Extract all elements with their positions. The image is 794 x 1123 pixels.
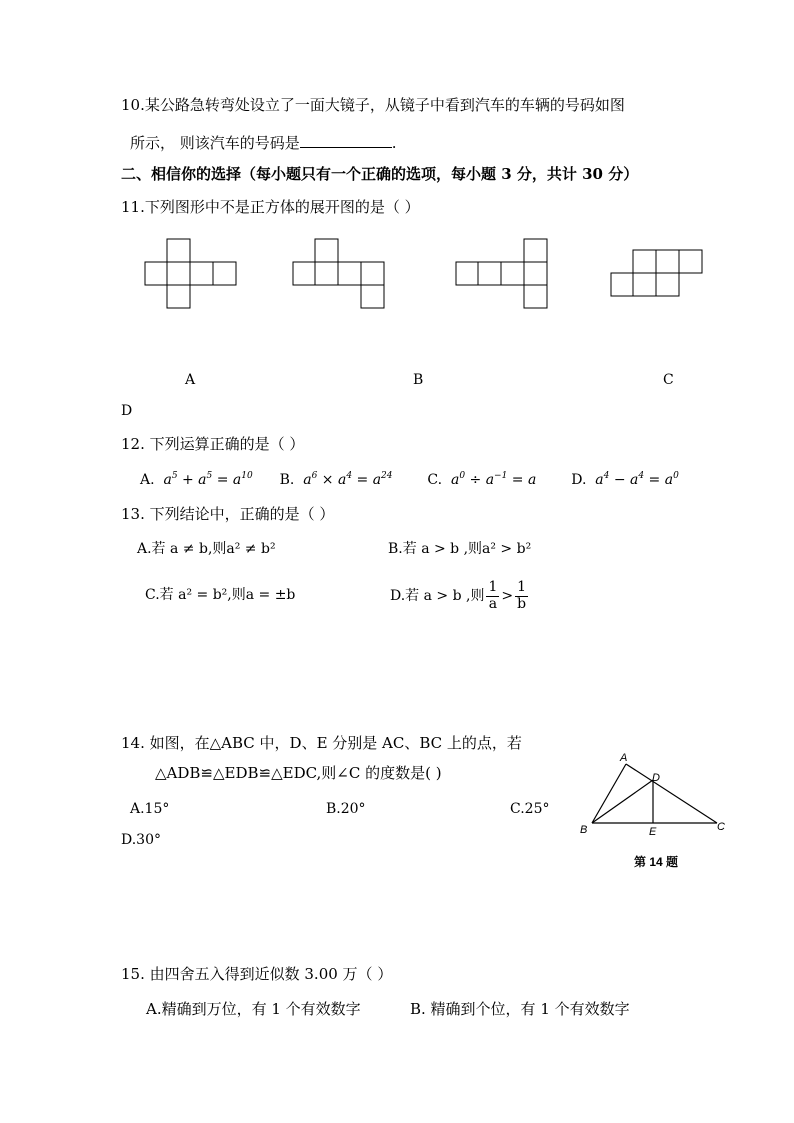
q11-label-c: C [663, 372, 674, 388]
label-a: A [620, 752, 628, 764]
q14-stem-line1: 14. 如图，在△ABC 中，D、E 分别是 AC、BC 上的点，若 [121, 734, 522, 752]
q13-opt-d [390, 576, 530, 616]
q15-opt-a: A.精确到万位，有 1 个有效数字 [146, 1000, 361, 1018]
q13-opt-d-gt: > [501, 588, 514, 604]
q13-stem: 13. 下列结论中，正确的是（ ） [121, 505, 335, 523]
q13-opt-a: A.若 a ≠ b,则a² ≠ b² [137, 541, 276, 557]
q13-opt-d-frac1 [486, 580, 499, 612]
cube-net-b [292, 238, 386, 316]
q12-opt-a-expr: $a^5 + a^5 = a^{10}$ [159, 471, 253, 488]
triangle-figure [576, 748, 736, 842]
segment-ab [592, 764, 626, 823]
frac2-denominator: b [517, 595, 527, 612]
section2-heading: 二、相信你的选择（每小题只有一个正确的选项，每小题 3 分，共计 30 分） [121, 165, 639, 183]
q10-period: . [391, 134, 397, 152]
q10-answer-blank [300, 133, 392, 148]
label-c: C [717, 821, 725, 833]
q12-opt-a-label: A. [140, 472, 155, 488]
q10-line1: 10.某公路急转弯处设立了一面大镜子，从镜子中看到汽车的车辆的号码如图 [121, 96, 625, 114]
label-e: E [649, 826, 657, 838]
cube-net-d [610, 249, 704, 303]
q13-opt-c: C.若 a² = b²,则a = ±b [145, 587, 296, 603]
label-b: B [580, 824, 588, 836]
frac2-numerator: 1 [517, 579, 527, 596]
q12-opt-d-expr: $a^4 - a^4 = a^0$ [590, 471, 679, 488]
q13-opt-b: B.若 a > b ,则a² > b² [388, 541, 532, 557]
q11-label-b: B [413, 372, 424, 388]
cube-net-c [455, 238, 549, 316]
q14-figure-caption: 第 14 题 [634, 855, 679, 869]
segment-ac [626, 764, 717, 823]
q12-opt-b-label: B. [279, 472, 295, 488]
q10-line2-text: 所示， 则该汽车的号码是 [130, 134, 300, 152]
q13-opt-d-text: D.若 a > b ,则 [390, 588, 485, 604]
q10-line2 [130, 133, 397, 151]
q11-label-a: A [185, 372, 196, 388]
q15-opt-b: B. 精确到个位，有 1 个有效数字 [410, 1000, 630, 1018]
q11-label-d: D [121, 403, 133, 419]
segment-bd [592, 780, 653, 823]
q15-stem: 15. 由四舍五入得到近似数 3.00 万（ ） [121, 965, 393, 983]
q12-opt-d-label: D. [571, 472, 587, 488]
q12-opt-c-expr: $a^0 \div a^{-1} = a$ [446, 471, 537, 488]
q11-stem: 11.下列图形中不是正方体的展开图的是（ ） [121, 198, 420, 216]
frac1-numerator: 1 [488, 579, 498, 596]
q12-options [140, 472, 679, 487]
q14-opt-c: C.25° [510, 801, 550, 817]
q14-stem-line2: △ADB≌△EDB≌△EDC,则∠C 的度数是( ) [155, 764, 442, 782]
cube-net-a [144, 238, 238, 316]
q12-stem: 12. 下列运算正确的是（ ） [121, 435, 305, 453]
q14-opt-a: A.15° [130, 801, 170, 817]
q14-opt-d: D.30° [121, 832, 161, 848]
frac1-denominator: a [488, 595, 498, 612]
q12-opt-b-expr: $a^6 \times a^4 = a^{24}$ [298, 471, 393, 488]
q12-opt-c-label: C. [427, 472, 443, 488]
label-d: D [652, 772, 660, 784]
q14-opt-b: B.20° [326, 801, 366, 817]
q13-opt-d-frac2 [515, 580, 528, 612]
